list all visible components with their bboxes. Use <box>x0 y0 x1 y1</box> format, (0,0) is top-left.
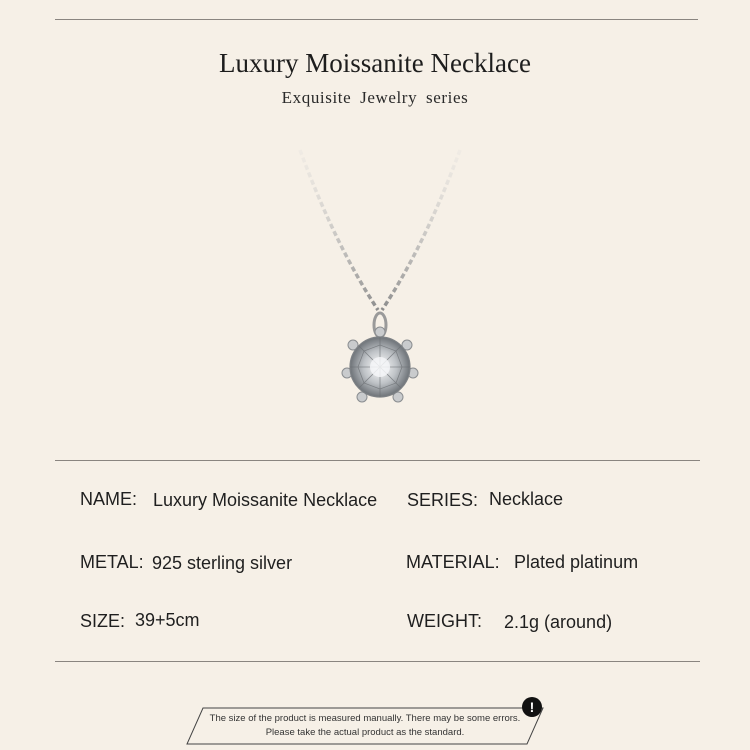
specs-bottom-divider <box>55 661 700 662</box>
metal-label: METAL: <box>80 552 144 572</box>
size-label: SIZE: <box>80 611 126 631</box>
page-subtitle: Exquisite Jewelry series <box>281 88 469 107</box>
disclaimer-text <box>185 712 545 740</box>
size-value: 39+5cm <box>135 610 200 630</box>
weight-label: WEIGHT: <box>407 611 482 631</box>
specs-top-divider <box>55 460 700 461</box>
disclaimer-box <box>185 706 545 746</box>
name-value: Luxury Moissanite Necklace <box>153 490 378 510</box>
name-label: NAME: <box>80 489 138 509</box>
metal-value: 925 sterling silver <box>152 553 293 573</box>
series-label: SERIES: <box>407 490 479 510</box>
weight-value: 2.1g (around) <box>504 612 613 632</box>
top-divider <box>55 19 698 20</box>
page-title: Luxury Moissanite Necklace <box>219 48 531 78</box>
series-value: Necklace <box>489 489 564 509</box>
exclamation-icon: ! <box>522 697 542 717</box>
necklace-image <box>290 145 470 435</box>
material-value: Plated platinum <box>514 552 639 572</box>
disclaimer-line-2: Please take the actual product as the standard. <box>265 727 465 738</box>
material-label: MATERIAL: <box>406 552 500 572</box>
disclaimer-line-1: The size of the product is measured manually. There may be some errors. <box>209 713 521 724</box>
